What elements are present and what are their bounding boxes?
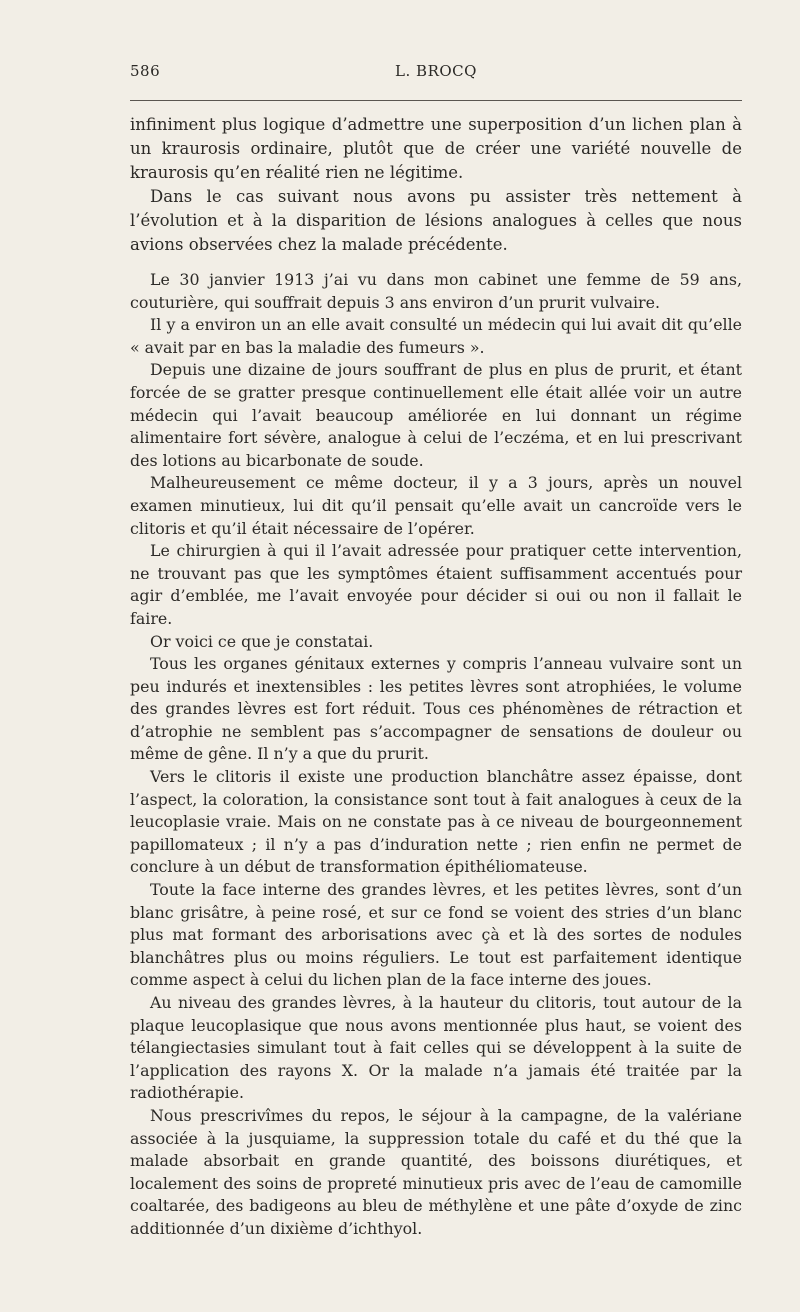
running-title: L. BROCQ [395, 62, 477, 80]
paragraph: Vers le clitoris il existe une production blanchâtre assez épaisse, dont l’aspect, la coloration, la consistance sont tout à fait analogues à ceux de la leucoplasie vraie. Mais on ne constate pas à ce niveau de bourgeonnement papillomateux ; il n’y a pas d’induration nette ; rien enfin ne permet de conclure à un début de transformation épithéliomateuse. [130, 767, 742, 877]
paragraph: Dans le cas suivant nous avons pu assister très nettement à l’évolution et à la disparition de lésions analogues à celles que nous avions observées chez la malade précédente. [130, 187, 742, 254]
paragraph: Au niveau des grandes lèvres, à la hauteur du clitoris, tout autour de la plaque leucoplasique que nous avons mentionnée plus haut, se voient des télangiectasies simulant tout à fait celles qui se développent à la suite de l’application des rayons X. Or la malade n’a jamais été traitée par la radiothérapie. [130, 993, 742, 1103]
body-text-large [130, 113, 742, 257]
header-rule [130, 100, 742, 101]
running-head [130, 60, 742, 90]
paragraph: Or voici ce que je constatai. [150, 631, 374, 651]
page-number: 586 [130, 62, 161, 80]
paragraph: Il y a environ un an elle avait consulté un médecin qui lui avait dit qu’elle « avait par en bas la maladie des fumeurs ». [130, 315, 742, 357]
paragraph: Tous les organes génitaux externes y compris l’anneau vulvaire sont un peu indurés et inextensibles : les petites lèvres sont atrophiées, le volume des grandes lèvres est fort réduit. Tous ces phénomènes de rétraction et d’atrophie ne semblent pas s’accompagner de sensations de douleur ou même de gêne. Il n’y a que du prurit. [130, 654, 742, 764]
paragraph: infiniment plus logique d’admettre une superposition d’un lichen plan à un kraurosis ordinaire, plutôt que de créer une variété nouvelle de kraurosis qu’en réalité rien ne légitime. [130, 115, 742, 182]
paragraph: Le chirurgien à qui il l’avait adressée pour pratiquer cette intervention, ne trouvant pas que les symptômes étaient suffisamment accentués pour agir d’emblée, me l’avait envoyée pour décider si oui ou non il fallait le faire. [130, 541, 742, 628]
page [130, 60, 742, 1241]
paragraph: Le 30 janvier 1913 j’ai vu dans mon cabinet une femme de 59 ans, couturière, qui souffrait depuis 3 ans environ d’un prurit vulvaire. [130, 270, 742, 312]
paragraph: Malheureusement ce même docteur, il y a 3 jours, après un nouvel examen minutieux, lui dit qu’il pensait qu’elle avait un cancroïde vers le clitoris et qu’il était nécessaire de l’opérer. [130, 473, 742, 538]
paragraph: Nous prescrivîmes du repos, le séjour à la campagne, de la valériane associée à la jusquiame, la suppression totale du café et du thé que la malade absorbait en grande quantité, des boissons diurétiques, et localement des soins de propreté minutieux pris avec de l’eau de camomille coaltarée, des badigeons au bleu de méthylène et une pâte d’oxyde de zinc additionnée d’un dixième d’ichthyol. [130, 1105, 742, 1238]
paragraph: Depuis une dizaine de jours souffrant de plus en plus de prurit, et étant forcée de se gratter presque continuellement elle était allée voir un autre médecin qui l’avait beaucoup améliorée en lui donnant un régime alimentaire fort sévère, analogue à celui de l’eczéma, et en lui prescrivant des lotions au bicarbonate de soude. [130, 360, 742, 470]
paragraph: Toute la face interne des grandes lèvres, et les petites lèvres, sont d’un blanc grisâtre, à peine rosé, et sur ce fond se voient des stries d’un blanc plus mat formant des arborisations avec çà et là des sortes de nodules blanchâtres plus ou moins réguliers. Le tout est parfaitement identique comme aspect à celui du lichen plan de la face interne des joues. [130, 880, 742, 990]
case-report-text [130, 269, 742, 1241]
